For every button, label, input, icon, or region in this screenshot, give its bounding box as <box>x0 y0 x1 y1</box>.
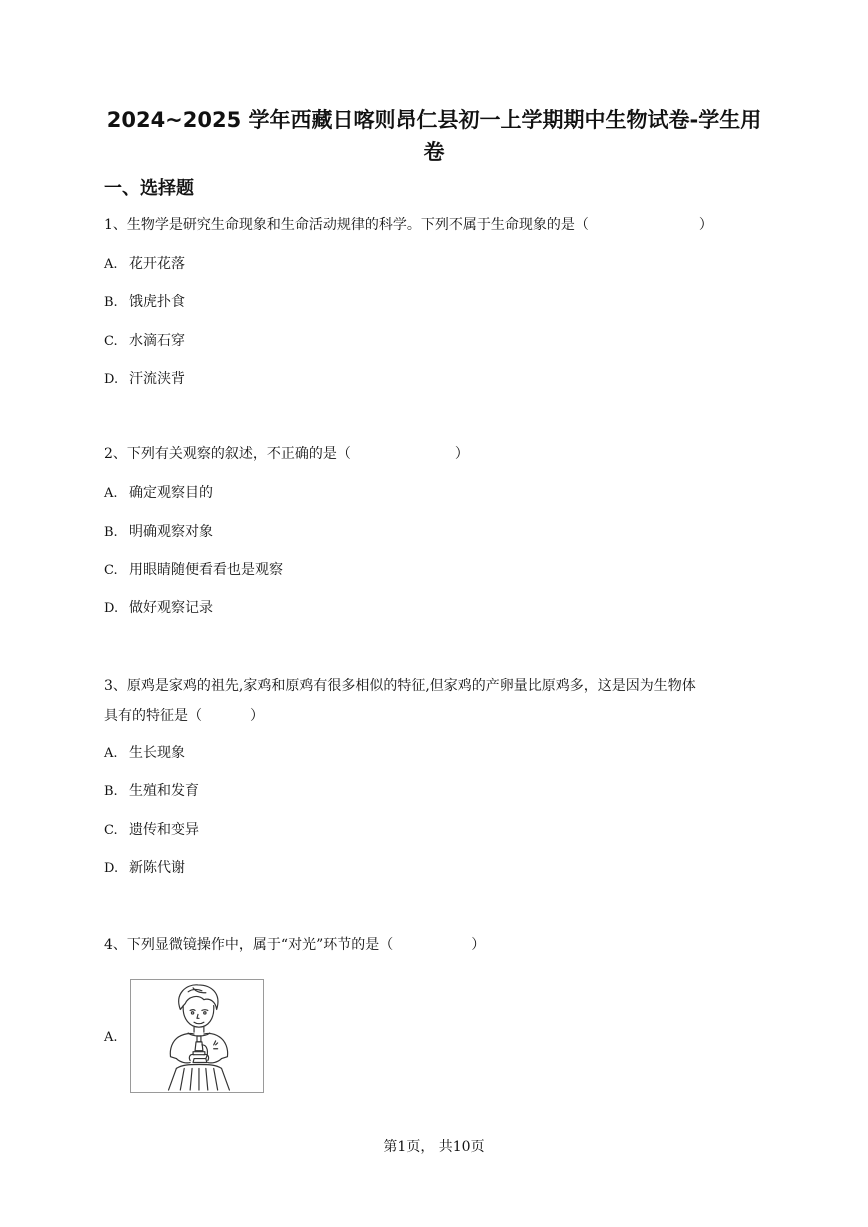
question-3-option-d: D. 新陈代谢 <box>104 860 185 876</box>
person-holding-microscope-illustration <box>130 979 264 1093</box>
question-2-option-c: C. 用眼睛随便看看也是观察 <box>104 562 283 578</box>
page-footer: 第1页， 共10页 <box>383 1139 485 1155</box>
section-heading: 一、选择题 <box>104 178 194 199</box>
question-3-option-b: B. 生殖和发育 <box>104 783 199 799</box>
question-1-close: ） <box>698 217 713 233</box>
exam-title-line2: 卷 <box>423 140 445 164</box>
question-3-text-line2: 具有的特征是（ ） <box>104 708 264 724</box>
question-2-option-b: B. 明确观察对象 <box>104 524 213 540</box>
exam-title <box>100 104 768 168</box>
question-4-close: ） <box>471 937 486 953</box>
question-4-stem <box>104 931 760 959</box>
question-2-stem <box>104 440 760 468</box>
exam-title-line1: 2024~2025 学年西藏日喀则昂仁县初一上学期期中生物试卷-学生用 <box>106 108 762 132</box>
question-1-option-a: A. 花开花落 <box>104 256 185 272</box>
question-2-text: 2、下列有关观察的叙述，不正确的是（ <box>104 446 351 462</box>
question-4-option-a-letter: A. <box>104 1030 118 1045</box>
question-4-text: 4、下列显微镜操作中，属于“对光”环节的是（ <box>104 937 394 953</box>
question-3-option-a: A. 生长现象 <box>104 745 185 761</box>
question-3-stem <box>104 671 760 731</box>
question-1-stem <box>104 211 760 239</box>
microscope-person-icon <box>131 980 263 1092</box>
question-2-option-d: D. 做好观察记录 <box>104 600 213 616</box>
question-1-option-c: C. 水滴石穿 <box>104 333 185 349</box>
question-1-text: 1、生物学是研究生命现象和生命活动规律的科学。下列不属于生命现象的是（ <box>104 217 589 233</box>
question-1-option-d: D. 汗流浃背 <box>104 371 185 387</box>
question-1-option-b: B. 饿虎扑食 <box>104 294 185 310</box>
question-3-text-line1: 3、原鸡是家鸡的祖先,家鸡和原鸡有很多相似的特征,但家鸡的产卵量比原鸡多，这是因为生物体 <box>104 678 696 694</box>
question-2-close: ） <box>454 446 469 462</box>
question-3-option-c: C. 遗传和变异 <box>104 822 199 838</box>
question-2-option-a: A. 确定观察目的 <box>104 485 213 501</box>
